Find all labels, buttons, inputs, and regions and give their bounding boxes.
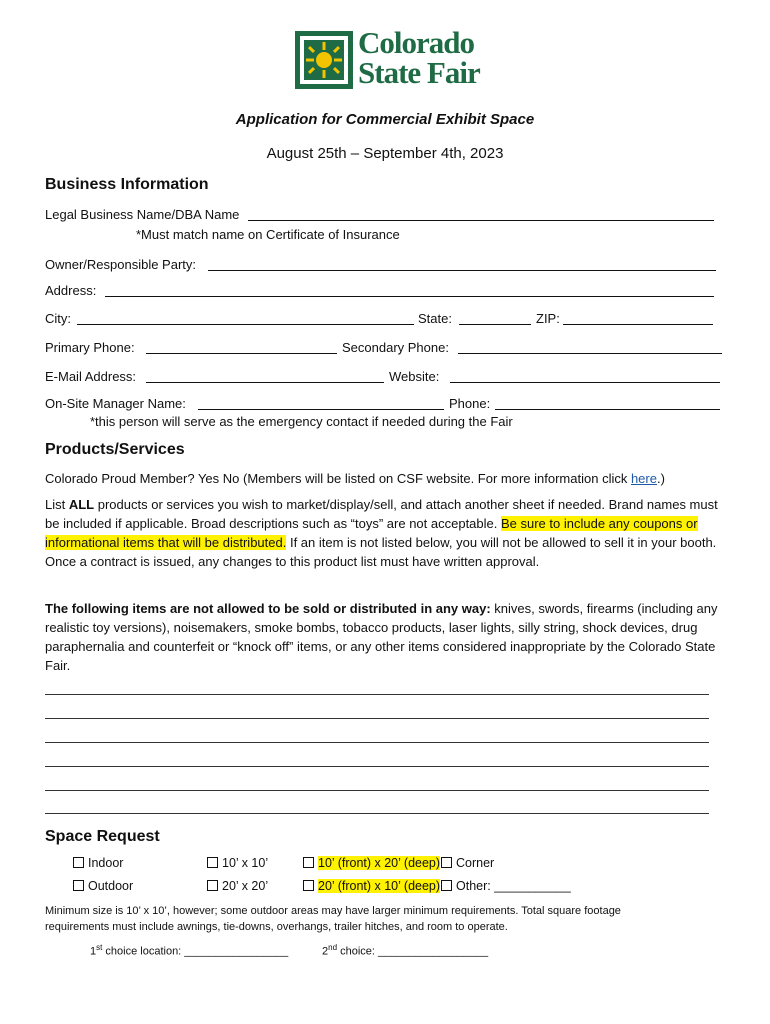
city-label: City: — [45, 311, 71, 326]
first-choice-location[interactable]: 1st choice location: _________________ — [90, 943, 289, 958]
product-line-2[interactable] — [45, 718, 709, 719]
website-label: Website: — [389, 369, 440, 384]
size-20x10-checkbox[interactable] — [303, 880, 314, 891]
size-10x10-option[interactable]: 10’ x 10’ — [207, 856, 268, 870]
coupons-highlight: Be sure to include any coupons or informational items that will be distributed. — [45, 516, 698, 550]
restricted-items — [45, 599, 725, 675]
address-label: Address: — [45, 283, 97, 298]
other-option[interactable]: Other: ___________ — [441, 879, 571, 893]
event-dates: August 25th – September 4th, 2023 — [266, 145, 504, 162]
product-line-5[interactable] — [45, 790, 709, 791]
legal-name-label: Legal Business Name/DBA Name — [45, 207, 240, 222]
corner-checkbox[interactable] — [441, 857, 452, 868]
product-line-3[interactable] — [45, 742, 709, 743]
zip-field[interactable] — [563, 324, 713, 325]
outdoor-option[interactable]: Outdoor — [73, 879, 133, 893]
emergency-note: *this person will serve as the emergency contact if needed during the Fair — [90, 414, 513, 429]
restricted-text: knives, swords, firearms (including any realistic toy versions), noisemakers, smoke bombs, tobacco products, laser lights, silly string, shock devices, drug paraphernalia and counterfeit or “knock off” items, or any other items considered inappropriate by the Colorado State Fair. — [45, 601, 718, 673]
colorado-sun-icon — [294, 30, 354, 90]
primary-phone-label: Primary Phone: — [45, 340, 135, 355]
zip-label: ZIP: — [536, 311, 560, 326]
colorado-proud-text: Colorado Proud Member? Yes No (Members will be listed on CSF website. For more information click — [45, 471, 631, 486]
products-heading: Products/Services — [45, 441, 185, 458]
size-20x10-option[interactable]: 20’ (front) x 10’ (deep) — [303, 879, 440, 893]
secondary-phone-label: Secondary Phone: — [342, 340, 449, 355]
colorado-proud-line — [45, 471, 665, 486]
corner-option[interactable]: Corner — [441, 856, 494, 870]
space-heading: Space Request — [45, 828, 160, 845]
other-checkbox[interactable] — [441, 880, 452, 891]
outdoor-checkbox[interactable] — [73, 880, 84, 891]
size-10x10-checkbox[interactable] — [207, 857, 218, 868]
city-field[interactable] — [77, 324, 414, 325]
onsite-manager-field[interactable] — [198, 409, 444, 410]
website-field[interactable] — [450, 382, 720, 383]
email-field[interactable] — [146, 382, 384, 383]
onsite-manager-label: On-Site Manager Name: — [45, 396, 186, 411]
size-10x20-option[interactable]: 10’ (front) x 20’ (deep) — [303, 856, 440, 870]
owner-label: Owner/Responsible Party: — [45, 257, 197, 272]
secondary-phone-field[interactable] — [458, 353, 722, 354]
state-label: State: — [418, 311, 452, 326]
address-field[interactable] — [105, 296, 714, 297]
onsite-phone-field[interactable] — [495, 409, 720, 410]
logo — [294, 25, 484, 92]
size-20x20-checkbox[interactable] — [207, 880, 218, 891]
minimum-size-note: Minimum size is 10’ x 10’, however; some outdoor areas may have larger minimum requirements. Total square footage requirements must include awnings, tie-downs, overhangs, trailer hitches, and room to operate. — [45, 905, 621, 933]
indoor-checkbox[interactable] — [73, 857, 84, 868]
colorado-proud-end: .) — [656, 471, 665, 486]
size-10x20-checkbox[interactable] — [303, 857, 314, 868]
business-heading: Business Information — [45, 176, 209, 193]
products-instructions: List ALL products or services you wish to market/display/sell, and attach another sheet if needed. Brand names must be included if applicable. Broad descriptions such as “toys” are not acceptable. Be sure to include any coupons or informational items that will be distributed. If an item is not listed below, you will not be allowed to sell it in your booth. Once a contract is issued, any changes to this product list must have written approval. — [45, 497, 718, 569]
product-line-1[interactable] — [45, 694, 709, 695]
owner-field[interactable] — [208, 270, 716, 271]
logo-line1: Colorado — [358, 25, 474, 60]
all-emphasis: ALL — [68, 497, 95, 512]
second-choice-location[interactable]: 2nd choice: __________________ — [322, 943, 489, 958]
restricted-heading: The following items are not allowed to be sold or distributed in any way: — [45, 601, 491, 616]
logo-line2: State Fair — [358, 55, 480, 90]
page-title: Application for Commercial Exhibit Space — [235, 111, 535, 128]
state-field[interactable] — [459, 324, 531, 325]
indoor-option[interactable]: Indoor — [73, 856, 123, 870]
legal-name-note: *Must match name on Certificate of Insurance — [136, 227, 400, 242]
colorado-proud-link[interactable]: here — [630, 471, 657, 486]
legal-name-field[interactable] — [248, 220, 714, 221]
primary-phone-field[interactable] — [146, 353, 337, 354]
size-20x20-option[interactable]: 20’ x 20’ — [207, 879, 268, 893]
email-label: E-Mail Address: — [45, 369, 137, 384]
product-line-6[interactable] — [45, 813, 709, 814]
onsite-phone-label: Phone: — [449, 396, 491, 411]
product-line-4[interactable] — [45, 766, 709, 767]
